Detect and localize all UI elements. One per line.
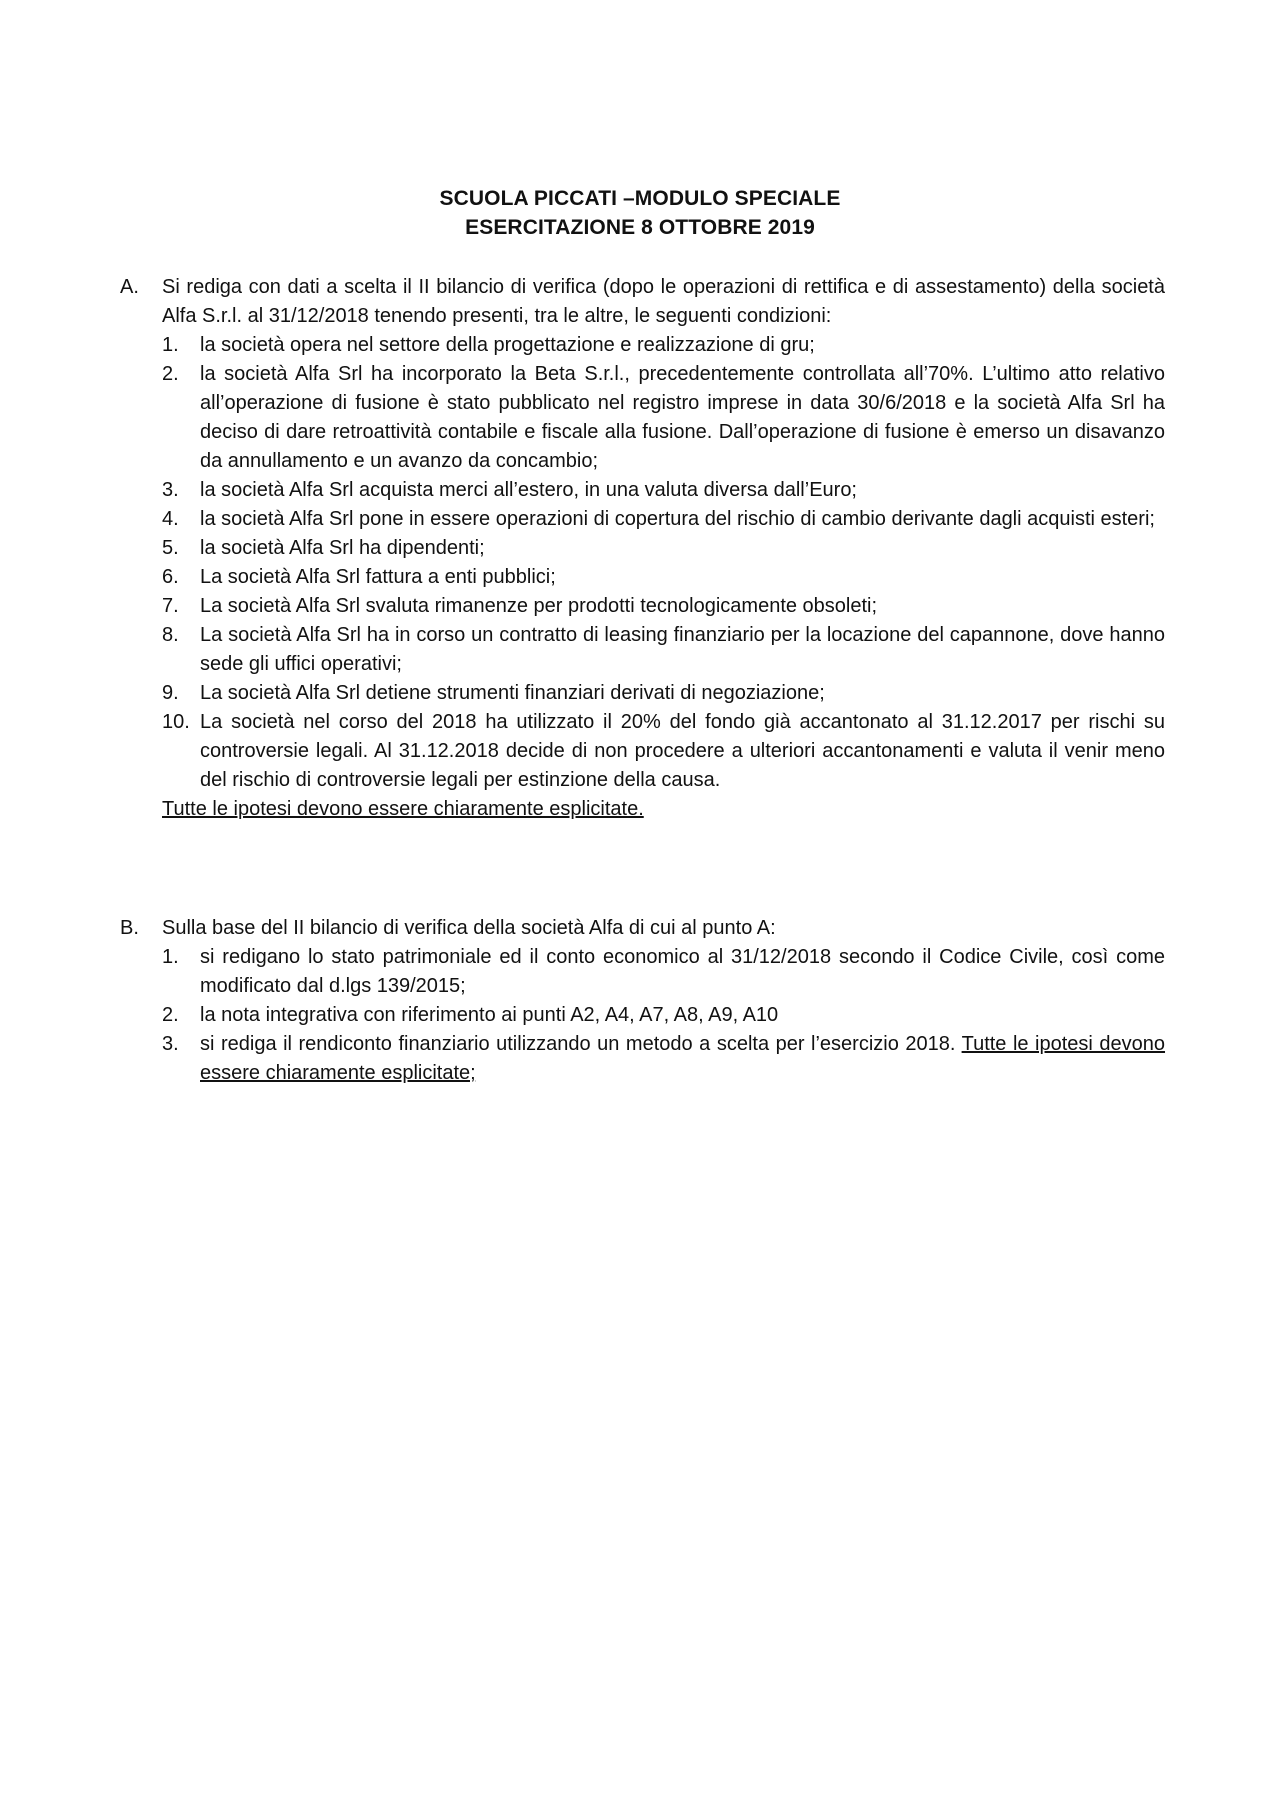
list-item [120, 563, 1165, 592]
item-number: 1. [162, 334, 179, 356]
section-b [120, 914, 1165, 1088]
list-item [120, 331, 1165, 360]
list-item [120, 534, 1165, 563]
item-text: La società Alfa Srl detiene strumenti finanziari derivati di negoziazione; [200, 682, 825, 704]
title-line-1: SCUOLA PICCATI –MODULO SPECIALE [439, 187, 841, 210]
item-number: 10. [162, 711, 190, 733]
section-a-note: Tutte le ipotesi devono essere chiaramente esplicitate. [162, 798, 644, 820]
list-item [120, 505, 1165, 534]
section-a-intro-text: Si rediga con dati a scelta il II bilancio di verifica (dopo le operazioni di rettifica e di assestamento) della società Alfa S.r.l. al 31/12/2018 tenendo presenti, tra le altre, le seguenti condizioni: [162, 276, 1165, 327]
item-underlined-note: Tutte le ipotesi devono essere chiaramente esplicitate; [200, 1033, 1166, 1084]
item-text: la società opera nel settore della progettazione e realizzazione di gru; [200, 334, 815, 356]
item-number: 5. [162, 537, 179, 559]
section-a-letter: A. [120, 276, 139, 298]
list-item [120, 360, 1165, 476]
item-text: si rediga il rendiconto finanziario utilizzando un metodo a scelta per l’esercizio 2018. [200, 1033, 956, 1055]
item-text: la società Alfa Srl ha dipendenti; [200, 537, 485, 559]
list-item [120, 708, 1165, 795]
item-number: 2. [162, 363, 179, 385]
section-a [120, 273, 1165, 824]
item-number: 2. [162, 1004, 179, 1026]
document-title [0, 184, 1280, 242]
item-number: 8. [162, 624, 179, 646]
item-number: 1. [162, 946, 179, 968]
item-text: La società Alfa Srl ha in corso un contratto di leasing finanziario per la locazione del capannone, dove hanno sede gli uffici operativi; [200, 624, 1165, 675]
section-b-letter: B. [120, 917, 139, 939]
list-item [120, 592, 1165, 621]
item-text: La società nel corso del 2018 ha utilizzato il 20% del fondo già accantonato al 31.12.2017 per rischi su controversie legali. Al 31.12.2018 decide di non procedere a ulteriori accantonamenti e valuta il venir meno del rischio di controversie legali per estinzione della causa. [200, 711, 1165, 791]
list-item [120, 679, 1165, 708]
list-item [120, 476, 1165, 505]
item-number: 4. [162, 508, 179, 530]
item-text: la società Alfa Srl acquista merci all’estero, in una valuta diversa dall’Euro; [200, 479, 857, 501]
item-number: 7. [162, 595, 179, 617]
item-number: 3. [162, 1033, 179, 1055]
item-text: la società Alfa Srl ha incorporato la Beta S.r.l., precedentemente controllata all’70%. L’ultimo atto relativo all’operazione di fusione è stato pubblicato nel registro imprese in data 30/6/2018 e la società Alfa Srl ha deciso di dare retroattività contabile e fiscale alla fusione. Dall’operazione di fusione è emerso un disavanzo da annullamento e un avanzo da concambio; [200, 363, 1165, 472]
item-text: La società Alfa Srl fattura a enti pubblici; [200, 566, 556, 588]
title-line-2: ESERCITAZIONE 8 OTTOBRE 2019 [465, 216, 815, 239]
item-number: 3. [162, 479, 179, 501]
list-item [120, 621, 1165, 679]
section-b-intro [120, 914, 1165, 943]
section-b-intro-text: Sulla base del II bilancio di verifica della società Alfa di cui al punto A: [162, 917, 776, 939]
list-item [120, 1001, 1165, 1030]
section-a-intro [120, 273, 1165, 331]
item-number: 6. [162, 566, 179, 588]
section-b-tasks-list [120, 943, 1165, 1088]
item-text: La società Alfa Srl svaluta rimanenze per prodotti tecnologicamente obsoleti; [200, 595, 878, 617]
list-item [120, 1030, 1165, 1088]
list-item [120, 943, 1165, 1001]
item-number: 9. [162, 682, 179, 704]
section-a-conditions-list [120, 331, 1165, 795]
item-text: la nota integrativa con riferimento ai punti A2, A4, A7, A8, A9, A10 [200, 1004, 779, 1026]
item-text: la società Alfa Srl pone in essere operazioni di copertura del rischio di cambio derivante dagli acquisti esteri; [200, 508, 1155, 530]
item-text: si redigano lo stato patrimoniale ed il conto economico al 31/12/2018 secondo il Codice Civile, così come modificato dal d.lgs 139/2015; [200, 946, 1165, 997]
